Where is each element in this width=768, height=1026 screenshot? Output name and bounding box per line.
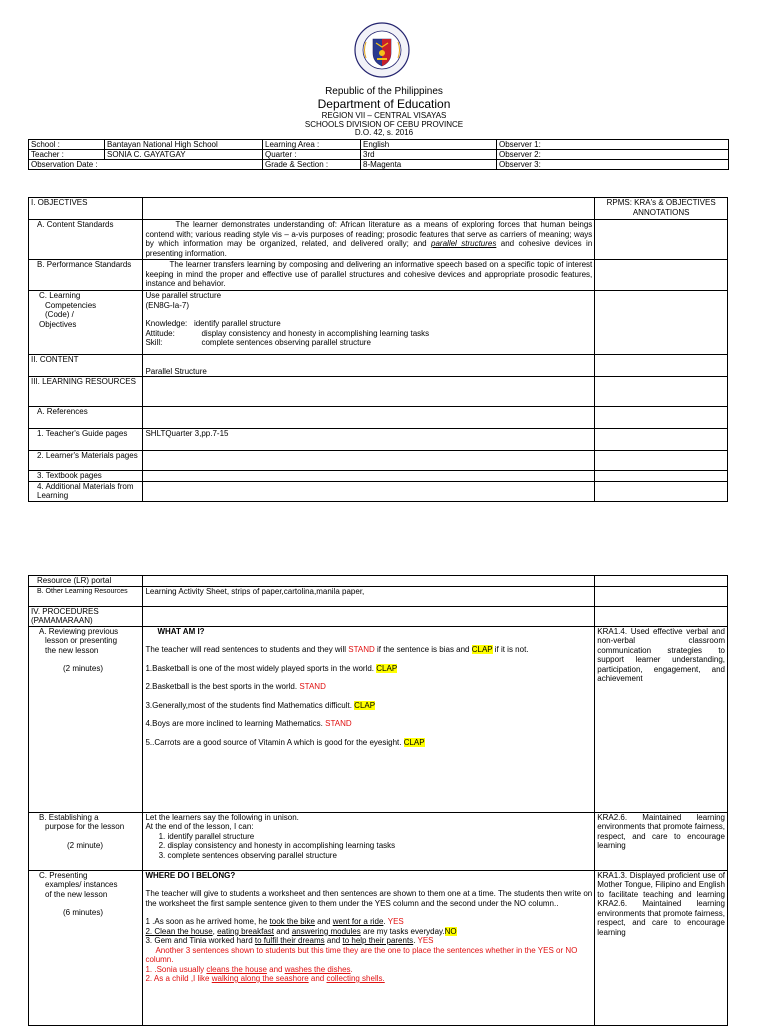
grade-value: 8-Magenta — [361, 160, 497, 170]
quarter-label: Quarter : — [263, 150, 361, 160]
proc-b-label: B. Establishing a purpose for the lesson (2 minute) — [29, 812, 143, 870]
teacher-value: SONIA C. GAYATGAY — [105, 150, 263, 160]
teachers-guide-value: SHLTQuarter 3,pp.7-15 — [143, 429, 595, 451]
page-2 — [0, 575, 768, 1024]
observation-date-label: Observation Date : — [29, 160, 263, 170]
competencies-text: Use parallel structure (EN8G-Ia-7) Knowledge: identify parallel structure Attitude: display consistency and honesty in accomplishing learning tasks Skill: complete sentences observing parallel structure — [143, 291, 595, 355]
school-label: School : — [29, 140, 105, 150]
area-value: English — [361, 140, 497, 150]
header-order: D.O. 42, s. 2016 — [354, 128, 414, 137]
header-republic: Republic of the Philippines — [325, 86, 443, 97]
purpose-item: 3. complete sentences observing parallel structure — [167, 851, 592, 861]
proc-c-kra: KRA1.3. Displayed proficient use of Mother Tongue, Filipino and English to facilitate teaching and learning KRA2.6. Maintained learning environments that promote fairness, respect, and care to encourage learning — [595, 870, 728, 1025]
proc-c-title: WHERE DO I BELONG? — [145, 870, 236, 880]
header-division: SCHOOLS DIVISION OF CEBU PROVINCE — [304, 120, 464, 129]
purpose-item: 1. identify parallel structure — [167, 832, 592, 842]
header-department: Department of Education — [317, 97, 451, 111]
content-label: II. CONTENT — [29, 355, 143, 377]
other-resources-label: B. Other Learning Resources — [29, 586, 143, 606]
observer-3: Observer 3: — [497, 160, 729, 170]
performance-standards-label: B. Performance Standards — [29, 260, 143, 291]
textbook-label: 3. Textbook pages — [29, 471, 143, 482]
purpose-item: 2. display consistency and honesty in accomplishing learning tasks — [167, 841, 592, 851]
proc-a-label: A. Reviewing previous lesson or presenting the new lesson (2 minutes) — [29, 626, 143, 812]
quarter-value: 3rd — [361, 150, 497, 160]
observer-2: Observer 2: — [497, 150, 729, 160]
proc-c-label: C. Presenting examples/ instances of the new lesson (6 minutes) — [29, 870, 143, 1025]
teachers-guide-label: 1. Teacher's Guide pages — [29, 429, 143, 451]
objectives-heading: I. OBJECTIVES — [29, 198, 143, 220]
proc-a-content: WHAT AM I? The teacher will read sentences to students and they will STAND if the sentence is bias and CLAP if it is not. 1.Basketball is one of the most widely played sports in the world. CLAP 2.Basketball is the best sports in the world. STAND 3.Generally,most of the students find Mathematics difficult. CLAP 4.Boys are more inclined to learning Mathematics. STAND 5..Carrots are a good source of Vitamin A which is good for the eyesight. CLAP — [143, 626, 595, 812]
competencies-label: C. Learning Competencies (Code) / Objectives — [29, 291, 143, 355]
procedures-label: IV. PROCEDURES (PAMAMARAAN) — [29, 606, 143, 626]
proc-a-kra: KRA1.4. Used effective verbal and non-verbal classroom communication strategies to support learner understanding, participation, engagement, and achievement — [595, 626, 728, 812]
grade-label: Grade & Section : — [263, 160, 361, 170]
proc-c-content: WHERE DO I BELONG? The teacher will give to students a worksheet and then sentences are shown to them one at a time. The students then write on the worksheet the first sample sentence given to them under the YES column and the second under the NO column.. 1 .As soon as he arrived home, he took the bike and went for a ride. YES 2. Clean the house, eating breakfast and answering modules are my tasks everyday.NO 3. Gem and Tinia worked hard to fulfil their dreams and to help their parents. YES Another 3 sentences shown to students but this time they are the one to place the sentences whether in the YES or NO column. 1. .Sonia usually cleans the house and washes the dishes. 2. As a child ,I like walking along the seashore and collecting shells. — [143, 870, 595, 1025]
deped-seal-icon — [354, 22, 410, 78]
info-table — [28, 139, 729, 170]
lesson-plan-table — [28, 197, 728, 502]
proc-b-kra: KRA2.6. Maintained learning environments that promote fairness, respect, and care to encourage learning — [595, 812, 728, 870]
rpms-heading: RPMS: KRA's & OBJECTIVES ANNOTATIONS — [595, 198, 728, 220]
performance-standards-text: The learner transfers learning by composing and delivering an informative speech based on a specific topic of interest keeping in mind the proper and effective use of parallel structures and cohesive devices and appropriate prosodic features, instance and behavior. — [143, 260, 595, 291]
additional-materials-label: 4. Additional Materials from Learning — [29, 481, 143, 501]
learners-materials-label: 2. Learner's Materials pages — [29, 451, 143, 471]
procedures-table — [28, 575, 728, 1026]
content-value: Parallel Structure — [143, 355, 595, 377]
page-gap — [0, 545, 768, 575]
proc-b-content: Let the learners say the following in unison. At the end of the lesson, I can: 1. identify parallel structure 2. display consistency and honesty in accomplishing learning tasks 3. complete sentences observing parallel structure — [143, 812, 595, 870]
content-standards-text: The learner demonstrates understanding of: African literature as a means of exploring forces that human beings contend with; various reading style vis – a-vis purposes of reading; prosodic features that serve as carriers of meaning; ways by which information may be organized, related, and delivered orally; and parallel structures and cohesive devices in presenting information. — [143, 220, 595, 260]
proc-a-title: WHAT AM I? — [157, 626, 205, 636]
lr-portal-label: Resource (LR) portal — [29, 576, 143, 587]
area-label: Learning Area : — [263, 140, 361, 150]
header-region: REGION VII – CENTRAL VISAYAS — [321, 111, 447, 120]
references-label: A. References — [29, 407, 143, 429]
observer-1: Observer 1: — [497, 140, 729, 150]
learning-resources-label: III. LEARNING RESOURCES — [29, 377, 143, 407]
other-resources-value: Learning Activity Sheet, strips of paper,cartolina,manila paper, — [143, 586, 595, 606]
content-standards-label: A. Content Standards — [29, 220, 143, 260]
school-value: Bantayan National High School — [105, 140, 263, 150]
teacher-label: Teacher : — [29, 150, 105, 160]
